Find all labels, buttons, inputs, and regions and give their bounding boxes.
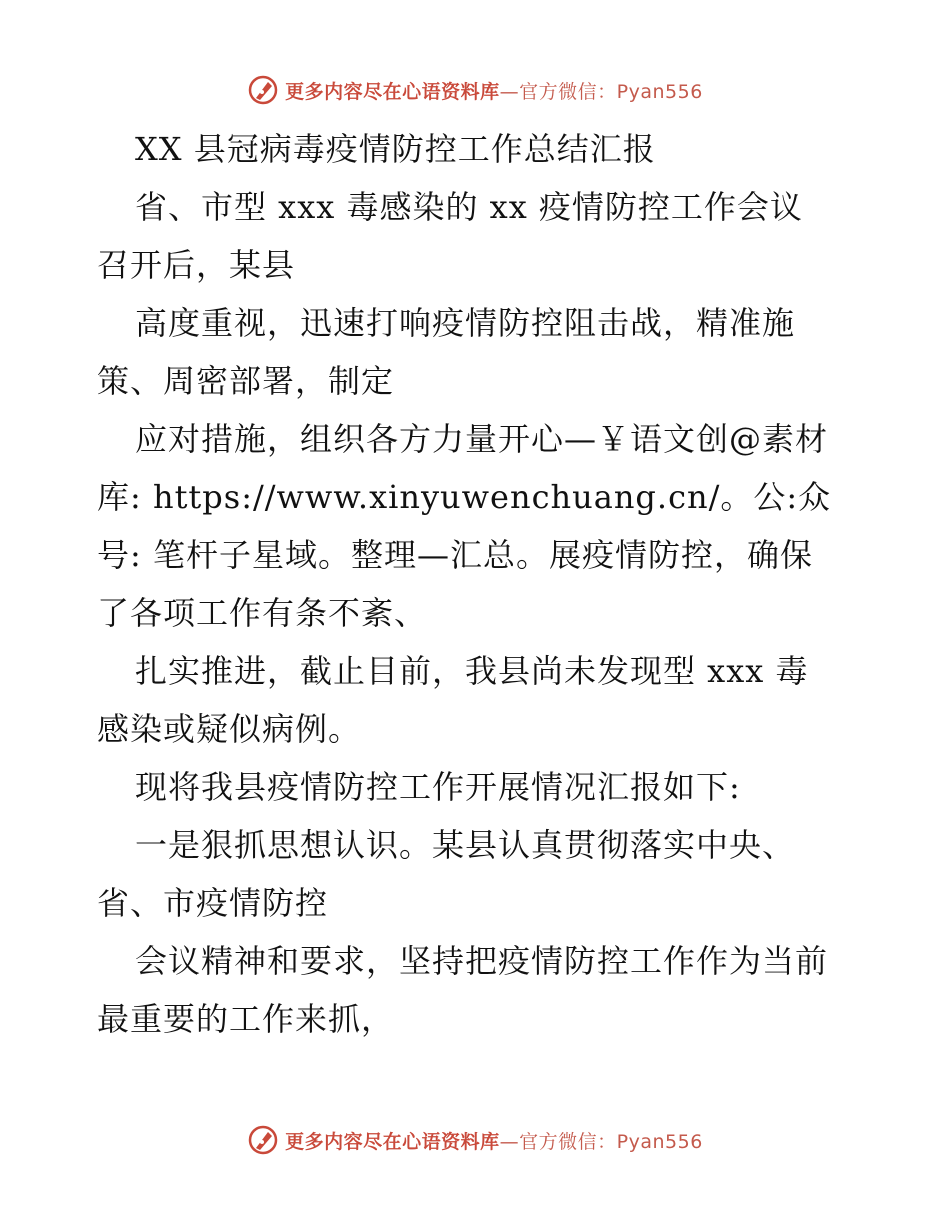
document-line: 扎实推进，截止目前，我县尚未发现型 xxx 毒 [135,652,809,690]
header-watermark-wechat: —官方微信：Pyan556 [499,80,703,103]
document-line: 省、市型 xxx 毒感染的 xx 疫情防控工作会议 [135,188,803,226]
header-watermark-text [285,77,703,104]
document-line: 了各项工作有条不紊、 [97,594,428,632]
document-line: 一是狠抓思想认识。某县认真贯彻落实中央、 [135,826,796,864]
document-line: 召开后，某县 [97,246,296,284]
footer-watermark [0,1120,950,1160]
document-line: 省、市疫情防控 [97,884,329,922]
document-line: 高度重视，迅速打响疫情防控阻击战，精准施 [135,304,796,342]
document-body [97,120,857,1048]
document-title: XX 县冠病毒疫情防控工作总结汇报 [135,130,656,168]
footer-watermark-wechat: —官方微信：Pyan556 [499,1130,703,1153]
footer-watermark-text [285,1127,703,1154]
header-watermark [0,70,950,110]
pen-nib-logo-icon [247,1124,279,1156]
pen-nib-logo-icon [247,74,279,106]
document-line: 号: 笔杆子星域。整理—汇总。展疫情防控，确保 [97,536,813,574]
document-line: 会议精神和要求，坚持把疫情防控工作作为当前 [135,942,829,980]
document-line: 库: https://www.xinyuwenchuang.cn/。公:众 [97,478,832,516]
document-line: 策、周密部署，制定 [97,362,395,400]
document-line: 现将我县疫情防控工作开展情况汇报如下: [135,768,741,806]
document-line: 感染或疑似病例。 [97,710,362,748]
footer-watermark-site: 更多内容尽在心语资料库 [285,1130,500,1153]
header-watermark-site: 更多内容尽在心语资料库 [285,80,500,103]
document-line: 应对措施，组织各方力量开心—￥语文创@素材 [135,420,829,458]
document-line: 最重要的工作来抓， [97,1000,395,1038]
